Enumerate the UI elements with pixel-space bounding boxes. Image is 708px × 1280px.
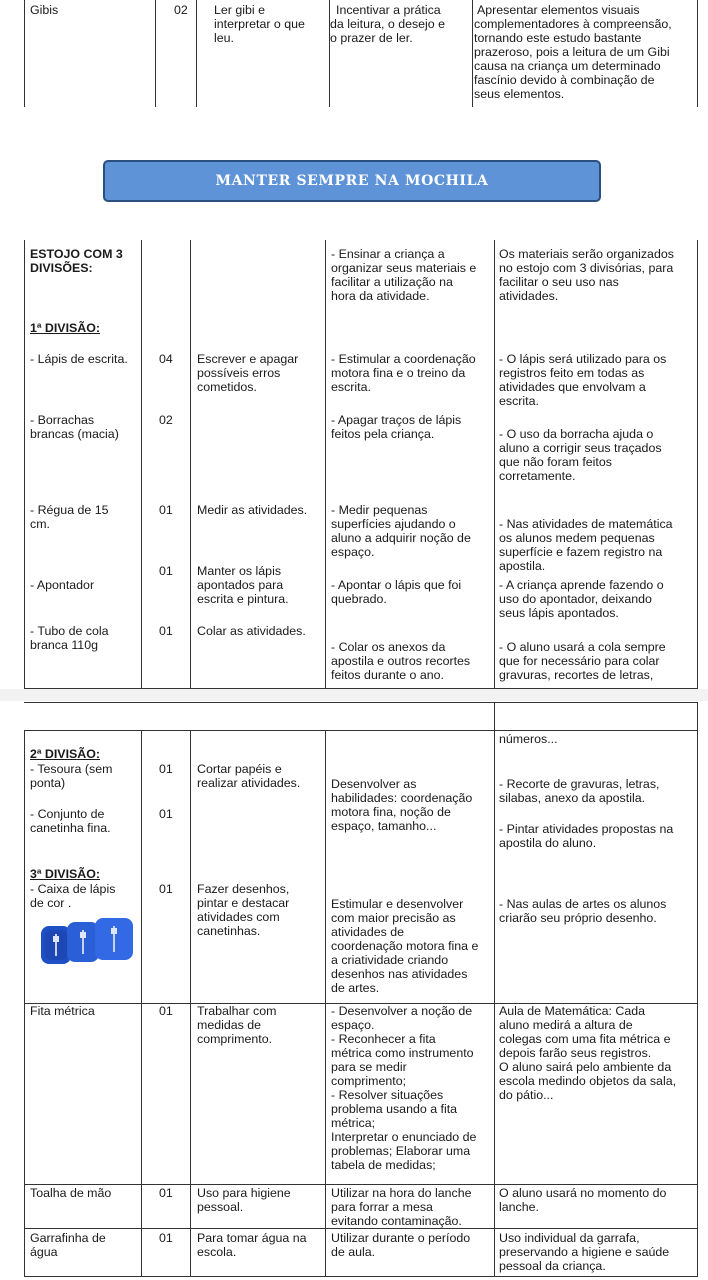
goal-line: Incentivar a prática	[336, 3, 441, 17]
item-name: branca 110g	[30, 638, 98, 652]
objective-line: Para tomar água na	[197, 1231, 307, 1245]
goal-line: - Reconhecer a fita	[331, 1032, 436, 1046]
goal-line: feitos pela criança.	[331, 427, 435, 441]
objective-line: Trabalhar com	[197, 1004, 277, 1018]
item-qty: 01	[159, 503, 173, 517]
item-qty: 01	[159, 807, 173, 821]
objective-line: escola.	[197, 1245, 237, 1259]
pencil-case-icon	[39, 910, 137, 968]
item-qty: 04	[159, 352, 173, 366]
justification-line: prazeroso, pois a leitura de um Gibi	[474, 45, 670, 59]
justification-line: causa na criança um determinado	[474, 59, 661, 73]
item-qty: 01	[159, 882, 173, 896]
item-name: - Lápis de escrita.	[30, 352, 128, 366]
objective-line: escrita e pintura.	[197, 592, 289, 606]
goal-line: Desenvolver as	[331, 777, 417, 791]
justification-line: apostila.	[499, 559, 546, 573]
justification-line: os alunos medem pequenas	[499, 531, 655, 545]
table-estojo	[24, 240, 698, 689]
objective-line: Escrever e apagar	[197, 352, 299, 366]
estojo-title: DIVISÕES:	[30, 261, 93, 275]
goal-line: - Apontar o lápis que foi	[331, 578, 462, 592]
objective-line: atividades com	[197, 910, 280, 924]
justification-line: Aula de Matemática: Cada	[499, 1004, 646, 1018]
justification-line: - Nas aulas de artes os alunos	[499, 897, 667, 911]
page-separator	[0, 689, 708, 701]
goal-line: com maior precisão as	[331, 911, 456, 925]
justification-line: no estojo com 3 divisórias, para	[499, 261, 674, 275]
goal-line: - Resolver situações	[331, 1088, 444, 1102]
goal-line: métrica;	[331, 1116, 376, 1130]
justification-line: superfície e fazem registro na	[499, 545, 663, 559]
goal-line: - Ensinar a criança a	[331, 247, 445, 261]
justification-line: escrita.	[499, 394, 539, 408]
continued-text: números...	[499, 732, 558, 746]
justification-line: lanche.	[499, 1200, 539, 1214]
goal-line: a criatividade criando	[331, 953, 449, 967]
objective-line: interpretar o que	[214, 17, 305, 31]
item-qty: 02	[159, 413, 173, 427]
goal-line: - Apagar traços de lápis	[331, 413, 462, 427]
objective-line: Manter os lápis	[197, 564, 282, 578]
justification-line: preservando a higiene e saúde	[499, 1245, 670, 1259]
justification-line: criarão seu próprio desenho.	[499, 911, 657, 925]
division-heading: 1ª DIVISÃO:	[30, 321, 100, 335]
justification-line: tornando este estudo bastante	[474, 31, 642, 45]
goal-line: espaço.	[331, 1018, 375, 1032]
goal-line: motora fina e o treino da	[331, 366, 466, 380]
objective-line: pessoal.	[197, 1200, 244, 1214]
goal-line: - Colar os anexos da	[331, 640, 446, 654]
objective-line: cometidos.	[197, 380, 257, 394]
goal-line: métrica como instrumento	[331, 1046, 474, 1060]
item-name: ponta)	[30, 776, 66, 790]
justification-line: silabas, anexo da apostila.	[499, 791, 646, 805]
division-heading: 3ª DIVISÃO:	[30, 867, 100, 881]
item-name: Fita métrica	[30, 1004, 95, 1018]
justification-line: - Recorte de gravuras, letras,	[499, 777, 660, 791]
objective-line: canetinhas.	[197, 924, 261, 938]
justification-line: pessoal da criança.	[499, 1259, 606, 1273]
item-qty: 01	[159, 624, 173, 638]
goal-line: - Estimular a coordenação	[331, 352, 476, 366]
item-qty: 02	[174, 3, 188, 17]
goal-line: aluno a adquirir noção de	[331, 531, 471, 545]
goal-line: desenhos nas atividades	[331, 967, 468, 981]
item-name: Gibis	[30, 3, 59, 17]
goal-line: tabela de medidas;	[331, 1158, 436, 1172]
justification-line: seus lápis apontados.	[499, 606, 619, 620]
banner-title: MANTER SEMPRE NA MOCHILA	[215, 172, 489, 189]
item-name: - Conjunto de	[30, 807, 105, 821]
goal-line: problema usando a fita	[331, 1102, 458, 1116]
objective-line: medidas de	[197, 1018, 262, 1032]
justification-line: - O lápis será utilizado para os	[499, 352, 667, 366]
item-qty: 01	[159, 762, 173, 776]
justification-line: corretamente.	[499, 469, 576, 483]
goal-line: Utilizar durante o período	[331, 1231, 471, 1245]
goal-line: hora da atividade.	[331, 289, 430, 303]
goal-line: Estimular e desenvolver	[331, 897, 464, 911]
table-page2	[24, 702, 698, 1277]
justification-line: uso do apontador, deixando	[499, 592, 652, 606]
table-top	[24, 0, 698, 107]
justification-line: fascínio devido à combinação de	[474, 73, 655, 87]
objective-line: leu.	[214, 31, 234, 45]
goal-line: de aula.	[331, 1245, 376, 1259]
justification-line: aluno medirá a altura de	[499, 1018, 633, 1032]
item-name: brancas (macia)	[30, 427, 119, 441]
objective-line: Cortar papéis e	[197, 762, 282, 776]
justification-line: registros feito em todas as	[499, 366, 645, 380]
division-heading: 2ª DIVISÃO:	[30, 747, 100, 761]
item-name: água	[30, 1245, 58, 1259]
justification-line: apostila do aluno.	[499, 836, 597, 850]
justification-line: aluno a corrigir seus traçados	[499, 441, 662, 455]
goal-line: apostila e outros recortes	[331, 654, 471, 668]
goal-line: comprimento;	[331, 1074, 407, 1088]
justification-line: - Pintar atividades propostas na	[499, 822, 674, 836]
section-banner	[103, 160, 601, 202]
justification-line: - A criança aprende fazendo o	[499, 578, 664, 592]
goal-line: para forrar a mesa	[331, 1200, 433, 1214]
objective-line: comprimento.	[197, 1032, 273, 1046]
goal-line: escrita.	[331, 380, 371, 394]
justification-line: atividades que envolvam a	[499, 380, 646, 394]
objective-line: apontados para	[197, 578, 284, 592]
item-name: canetinha fina.	[30, 821, 111, 835]
item-name: - Borrachas	[30, 413, 95, 427]
objective-line: pintar e destacar	[197, 896, 290, 910]
goal-line: problemas; Elaborar uma	[331, 1144, 471, 1158]
item-name: - Apontador	[30, 578, 95, 592]
justification-line: atividades.	[499, 289, 559, 303]
item-name: Toalha de mão	[30, 1186, 112, 1200]
objective-line: Uso para higiene	[197, 1186, 291, 1200]
goal-line: evitando contaminação.	[331, 1214, 462, 1228]
item-qty: 01	[159, 1231, 173, 1245]
item-name: - Régua de 15	[30, 503, 109, 517]
goal-line: Interpretar o enunciado de	[331, 1130, 477, 1144]
objective-line: Medir as atividades.	[197, 503, 308, 517]
goal-line: Utilizar na hora do lanche	[331, 1186, 472, 1200]
objective-line: Fazer desenhos,	[197, 882, 290, 896]
item-name: Garrafinha de	[30, 1231, 106, 1245]
goal-line: superfícies ajudando o	[331, 517, 456, 531]
goal-line: habilidades: coordenação	[331, 791, 473, 805]
justification-line: gravuras, recortes de letras,	[499, 668, 654, 682]
goal-line: quebrado.	[331, 592, 387, 606]
goal-line: de artes.	[331, 981, 380, 995]
item-qty: 01	[159, 1186, 173, 1200]
goal-line: - Medir pequenas	[331, 503, 428, 517]
goal-line: atividades de	[331, 925, 405, 939]
justification-line: - O aluno usará a cola sempre	[499, 640, 666, 654]
justification-line: complementadores à compreensão,	[474, 17, 672, 31]
justification-line: depois farão seus registros.	[499, 1046, 652, 1060]
justification-line: - O uso da borracha ajuda o	[499, 427, 654, 441]
objective-line: realizar atividades.	[197, 776, 301, 790]
goal-line: espaço, tamanho...	[331, 819, 437, 833]
objective-line: possíveis erros	[197, 366, 281, 380]
justification-line: escola medindo objetos da sala,	[499, 1074, 677, 1088]
justification-line: Os materiais serão organizados	[499, 247, 674, 261]
goal-line: o prazer de ler.	[330, 31, 413, 45]
goal-line: - Desenvolver a noção de	[331, 1004, 473, 1018]
goal-line: espaço.	[331, 545, 375, 559]
item-qty: 01	[159, 564, 173, 578]
justification-line: Apresentar elementos visuais	[477, 3, 640, 17]
item-name: - Caixa de lápis	[30, 882, 116, 896]
goal-line: feitos durante o ano.	[331, 668, 444, 682]
item-name: cm.	[30, 517, 50, 531]
item-name: - Tubo de cola	[30, 624, 109, 638]
item-name: de cor .	[30, 896, 72, 910]
justification-line: - Nas atividades de matemática	[499, 517, 673, 531]
justification-line: O aluno sairá pelo ambiente da	[499, 1060, 672, 1074]
justification-line: que não foram feitos	[499, 455, 612, 469]
item-qty: 01	[159, 1004, 173, 1018]
goal-line: coordenação motora fina e	[331, 939, 479, 953]
objective-line: Ler gibi e	[214, 3, 265, 17]
justification-line: do pátio...	[499, 1088, 554, 1102]
goal-line: da leitura, o desejo e	[330, 17, 446, 31]
justification-line: O aluno usará no momento do	[499, 1186, 667, 1200]
item-name: - Tesoura (sem	[30, 762, 113, 776]
justification-line: colegas com uma fita métrica e	[499, 1032, 671, 1046]
goal-line: organizar seus materiais e	[331, 261, 477, 275]
justification-line: facilitar o seu uso nas	[499, 275, 619, 289]
objective-line: Colar as atividades.	[197, 624, 306, 638]
estojo-title: ESTOJO COM 3	[30, 247, 123, 261]
justification-line: que for necessário para colar	[499, 654, 660, 668]
goal-line: facilitar a utilização na	[331, 275, 453, 289]
justification-line: Uso individual da garrafa,	[499, 1231, 640, 1245]
justification-line: seus elementos.	[474, 87, 565, 101]
goal-line: motora fina, noção de	[331, 805, 451, 819]
goal-line: para se medir	[331, 1060, 407, 1074]
